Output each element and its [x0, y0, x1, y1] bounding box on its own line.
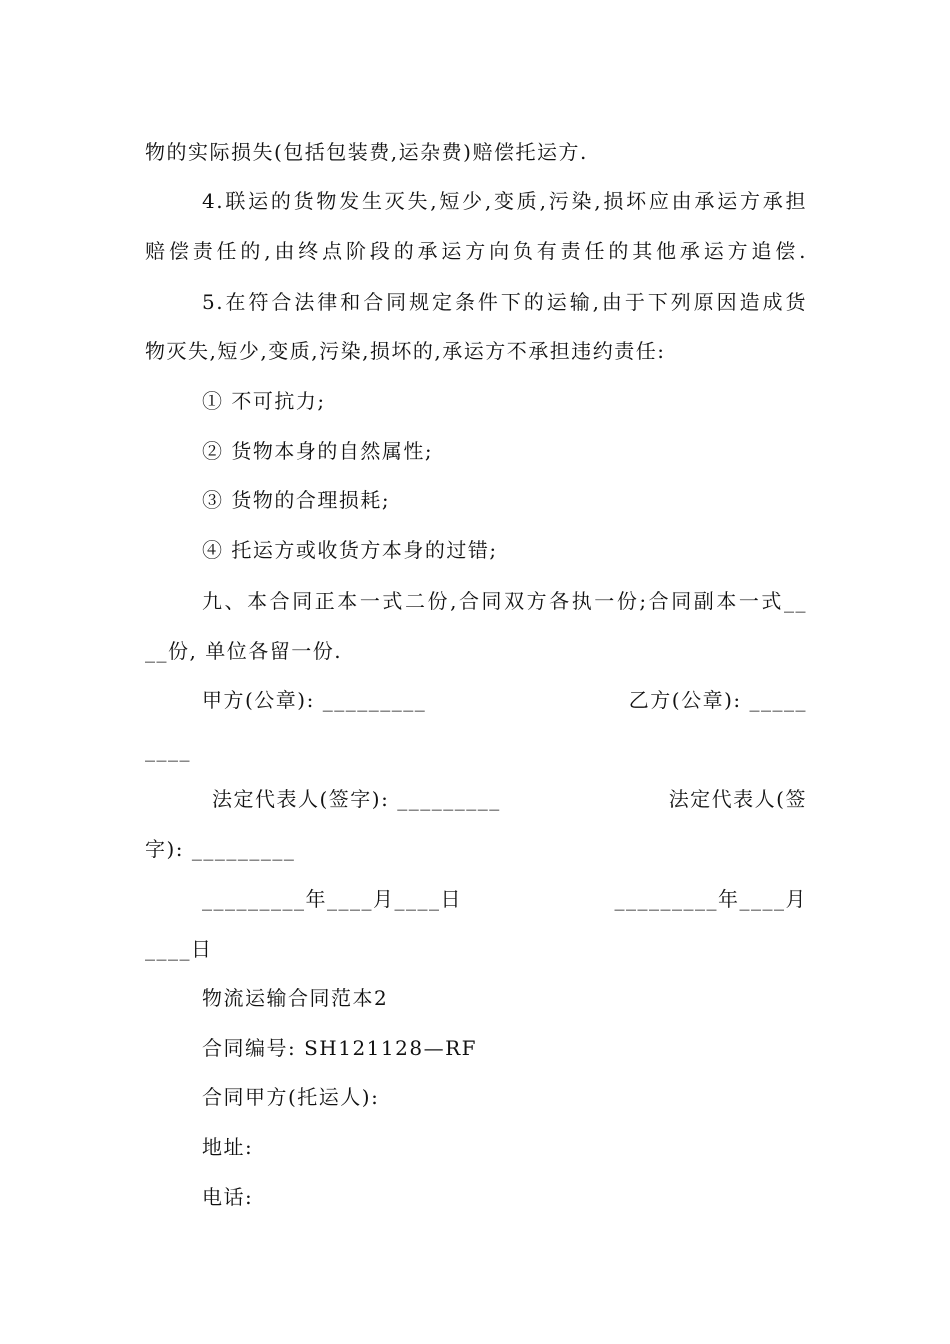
text-line: 物的实际损失(包括包装费,运杂费)赔偿托运方.	[145, 140, 588, 164]
party-a-representative: 法定代表人(签字): _________	[212, 787, 501, 811]
party-b-representative: 法定代表人(签	[668, 787, 807, 811]
clause-5: 5.在符合法律和合同规定条件下的运输,由于下列原因造成货	[202, 290, 807, 314]
text-line: ____	[145, 738, 191, 762]
text-line: 赔偿责任的,由终点阶段的承运方向负有责任的其他承运方追偿.	[145, 239, 807, 263]
party-a-label: 合同甲方(托运人):	[202, 1085, 380, 1109]
contract-number: 合同编号: SH121128—RF	[202, 1036, 478, 1060]
clause-9: 九、本合同正本一式二份,合同双方各执一份;合同副本一式__	[202, 589, 807, 613]
list-item: ③ 货物的合理损耗;	[202, 488, 391, 512]
phone-label: 电话:	[202, 1185, 254, 1209]
address-label: 地址:	[202, 1135, 254, 1159]
text-line: ____日	[145, 937, 213, 961]
text-line: 字): _________	[145, 837, 296, 861]
party-b-date: _________年____月	[614, 887, 807, 911]
clause-4: 4.联运的货物发生灭失,短少,变质,污染,损坏应由承运方承担	[202, 189, 807, 213]
party-a-date: _________年____月____日	[202, 887, 462, 911]
list-item: ④ 托运方或收货方本身的过错;	[202, 538, 498, 562]
text-line: __份, 单位各留一份.	[145, 639, 343, 663]
party-b-seal: 乙方(公章): _____	[628, 688, 807, 712]
party-a-seal: 甲方(公章): _________	[202, 688, 427, 712]
list-item: ② 货物本身的自然属性;	[202, 439, 434, 463]
text-line: 物灭失,短少,变质,污染,损坏的,承运方不承担违约责任:	[145, 339, 666, 363]
list-item: ① 不可抗力;	[202, 389, 326, 413]
section-title: 物流运输合同范本2	[202, 986, 389, 1010]
